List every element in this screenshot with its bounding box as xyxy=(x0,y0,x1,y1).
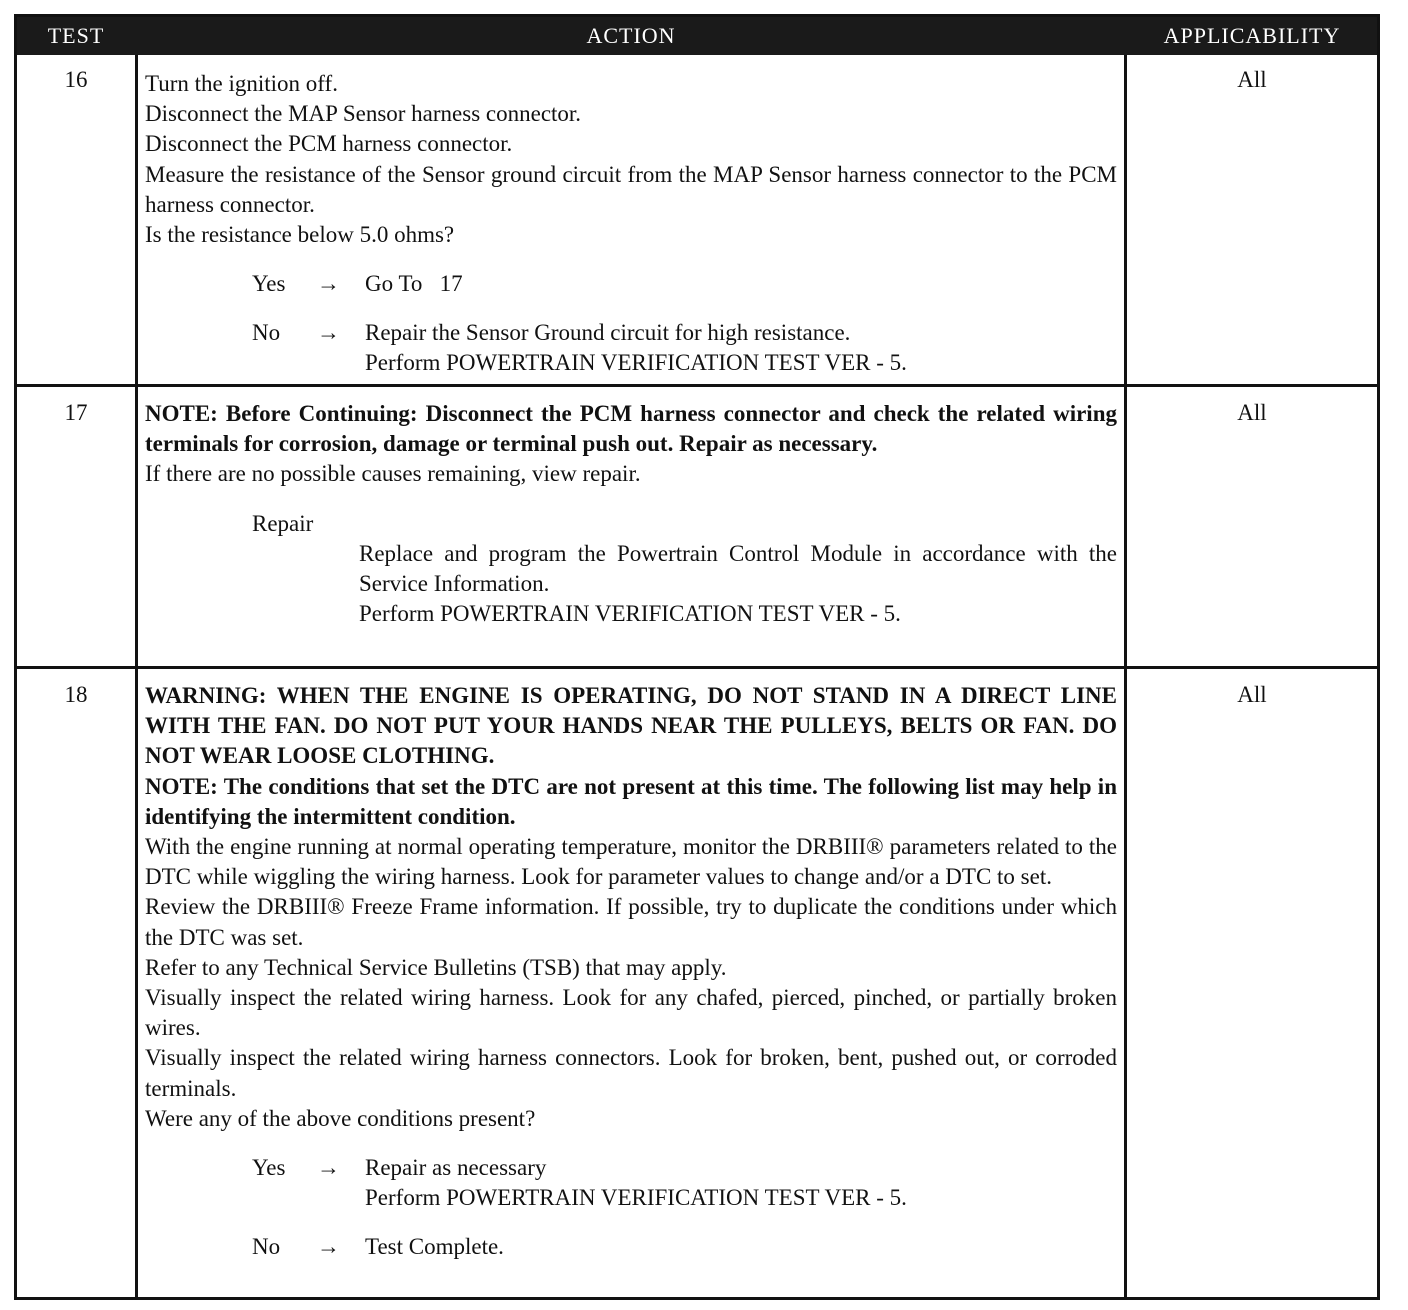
yes-result: Repair as necessary xyxy=(365,1155,547,1181)
test-number: 16 xyxy=(64,67,88,92)
no-label: No xyxy=(252,320,281,346)
arrow-icon: → xyxy=(317,271,340,297)
applicability-value: All xyxy=(1237,400,1267,425)
column-divider xyxy=(1124,55,1127,1297)
warning-text: WARNING: WHEN THE ENGINE IS OPERATING, DO NOT STAND IN A DIRECT LINE WITH THE FAN. DO NOT PUT YOUR HANDS NEAR THE PULLEYS, BELTS OR FAN. DO NOT WEAR LOOSE CLOTHING. xyxy=(145,683,1117,769)
action-line: Were any of the above conditions present? xyxy=(145,1105,536,1131)
action-line: If there are no possible causes remaining, view repair. xyxy=(145,461,641,487)
action-line: Is the resistance below 5.0 ohms? xyxy=(145,222,455,248)
applicability-value: All xyxy=(1237,682,1267,707)
row-divider xyxy=(17,384,1377,387)
action-line: Measure the resistance of the Sensor ground circuit from the MAP Sensor harness connector to the PCM harness connector. xyxy=(145,161,1117,217)
arrow-icon: → xyxy=(317,1155,340,1181)
test-number: 17 xyxy=(64,400,88,425)
header-applicability: APPLICABILITY xyxy=(1163,23,1341,48)
action-cell xyxy=(145,69,1117,378)
action-cell xyxy=(145,399,1117,629)
no-result: Repair the Sensor Ground circuit for high resistance. xyxy=(365,320,851,346)
repair-text: Replace and program the Powertrain Control Module in accordance with the Service Information. xyxy=(359,540,1117,597)
note-text: NOTE: The conditions that set the DTC are not present at this time. The following list may help in identifying the intermittent condition. xyxy=(145,773,1117,829)
action-cell xyxy=(145,681,1117,1262)
action-line: Visually inspect the related wiring harness. Look for any chafed, pierced, pinched, or partially broken wires. xyxy=(145,985,1117,1041)
table-header xyxy=(17,17,1377,55)
column-divider xyxy=(135,55,138,1297)
applicability-value: All xyxy=(1237,67,1267,92)
repair-perform: Perform POWERTRAIN VERIFICATION TEST VER - 5. xyxy=(359,601,901,627)
action-line: Disconnect the PCM harness connector. xyxy=(145,131,513,157)
yes-answer xyxy=(145,1153,1117,1183)
action-line: Refer to any Technical Service Bulletins (TSB) that may apply. xyxy=(145,954,727,980)
action-line: Turn the ignition off. xyxy=(145,71,338,96)
note-text: NOTE: Before Continuing: Disconnect the PCM harness connector and check the related wiring terminals for corrosion, damage or terminal push out. Repair as necessary. xyxy=(145,401,1117,457)
repair-label: Repair xyxy=(252,510,314,536)
header-test: TEST xyxy=(47,23,105,48)
action-line: Visually inspect the related wiring harness connectors. Look for broken, bent, pushed out, or corroded terminals. xyxy=(145,1045,1117,1101)
action-line: With the engine running at normal operating temperature, monitor the DRBIII® parameters related to the DTC while wiggling the wiring harness. Look for parameter values to change and/or a DTC to set. xyxy=(145,834,1117,890)
row-divider xyxy=(17,666,1377,669)
action-line: Review the DRBIII® Freeze Frame information. If possible, try to duplicate the conditions under which the DTC was set. xyxy=(145,894,1117,950)
no-result-perform: Perform POWERTRAIN VERIFICATION TEST VER - 5. xyxy=(365,350,907,376)
no-answer xyxy=(145,1232,1117,1262)
diagnostic-test-table xyxy=(14,14,1380,1300)
arrow-icon: → xyxy=(317,320,340,346)
yes-label: Yes xyxy=(252,1155,286,1181)
test-number: 18 xyxy=(64,682,88,707)
action-line: Disconnect the MAP Sensor harness connector. xyxy=(145,101,582,127)
yes-label: Yes xyxy=(252,271,286,297)
no-label: No xyxy=(252,1234,281,1260)
no-result: Test Complete. xyxy=(365,1234,504,1260)
yes-result-perform: Perform POWERTRAIN VERIFICATION TEST VER - 5. xyxy=(365,1185,907,1211)
yes-answer xyxy=(145,269,1117,299)
no-answer xyxy=(145,318,1117,348)
yes-result: Go To 17 xyxy=(365,271,463,297)
header-action: ACTION xyxy=(586,23,676,48)
arrow-icon: → xyxy=(317,1234,340,1260)
